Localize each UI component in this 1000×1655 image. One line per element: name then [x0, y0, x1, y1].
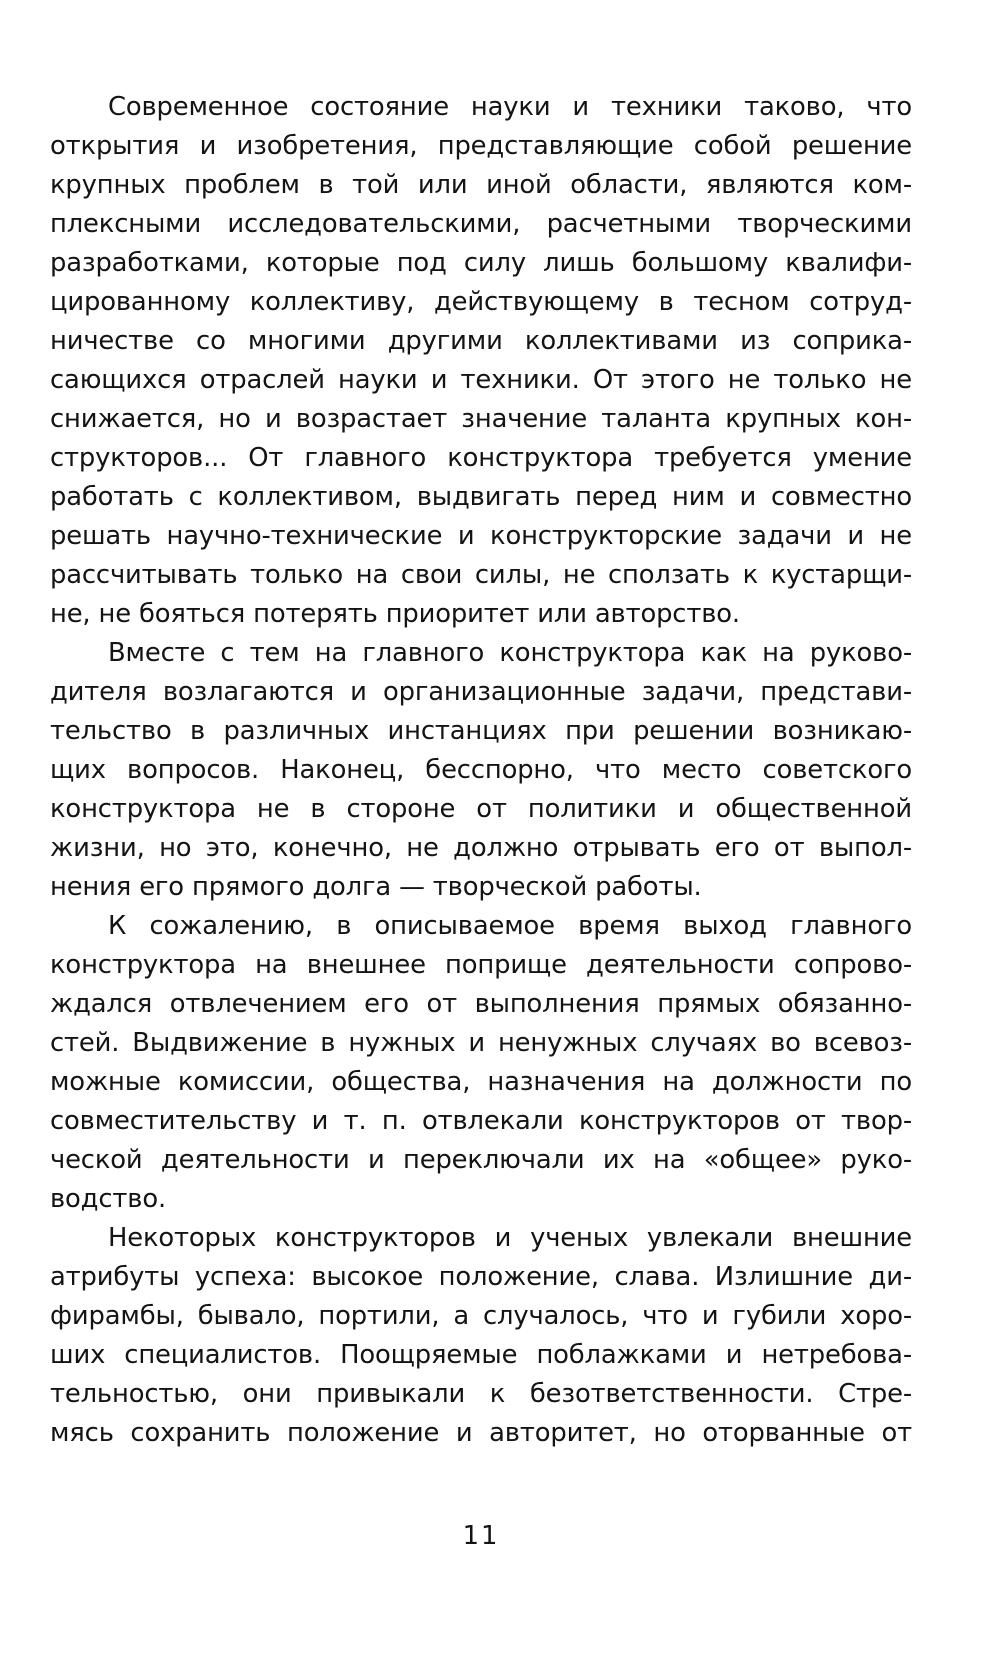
text-line: нения его прямого долга — творческой работы.: [50, 872, 702, 902]
text-line: работать с коллективом, выдвигать перед ним и совместно: [50, 482, 912, 512]
text-line: Современное состояние науки и техники таково, что: [108, 92, 912, 122]
text-line: совместительству и т. п. отвлекали конструкторов от твор-: [50, 1106, 912, 1136]
text-line: фирамбы, бывало, портили, а случалось, что и губили хоро-: [50, 1301, 912, 1331]
text-line: тельностью, они привыкали к безответственности. Стре-: [50, 1379, 912, 1409]
text-line: не, не бояться потерять приоритет или авторство.: [50, 599, 740, 629]
text-line: дителя возлагаются и организационные задачи, представи-: [50, 677, 912, 707]
text-line: снижается, но и возрастает значение таланта крупных кон-: [50, 404, 912, 434]
text-line: мясь сохранить положение и авторитет, но оторванные от: [50, 1418, 912, 1448]
text-line: щих вопросов. Наконец, бесспорно, что место советского: [50, 755, 912, 785]
text-line: К сожалению, в описываемое время выход главного: [108, 911, 912, 941]
text-line: открытия и изобретения, представляющие собой решение: [50, 131, 912, 161]
text-line: плексными исследовательскими, расчетными творческими: [50, 209, 912, 239]
text-line: разработками, которые под силу лишь большому квалифи-: [50, 248, 912, 278]
text-line: стей. Выдвижение в нужных и ненужных случаях во всевоз-: [50, 1028, 912, 1058]
text-line: ших специалистов. Поощряемые поблажками и нетребова-: [50, 1340, 912, 1370]
page-number: 11: [462, 1521, 500, 1551]
text-line: тельство в различных инстанциях при решении возникаю-: [50, 716, 912, 746]
text-line: ждался отвлечением его от выполнения прямых обязанно-: [50, 989, 912, 1019]
book-page: [50, 88, 912, 1558]
text-line: можные комиссии, общества, назначения на должности по: [50, 1067, 912, 1097]
text-line: крупных проблем в той или иной области, являются ком-: [50, 170, 912, 200]
text-line: рассчитывать только на свои силы, не сползать к кустарщи-: [50, 560, 912, 590]
text-line: конструктора на внешнее поприще деятельности сопрово-: [50, 950, 912, 980]
text-line: сающихся отраслей науки и техники. От этого не только не: [50, 365, 912, 395]
text-line: атрибуты успеха: высокое положение, слава. Излишние ди-: [50, 1262, 912, 1292]
text-line: Некоторых конструкторов и ученых увлекали внешние: [108, 1223, 912, 1253]
text-line: цированному коллективу, действующему в тесном сотруд-: [50, 287, 912, 317]
text-line: жизни, но это, конечно, не должно отрывать его от выпол-: [50, 833, 912, 863]
text-line: ческой деятельности и переключали их на «общее» руко-: [50, 1145, 912, 1175]
text-line: Вместе с тем на главного конструктора как на руково-: [108, 638, 912, 668]
text-line: конструктора не в стороне от политики и общественной: [50, 794, 912, 824]
text-line: решать научно-технические и конструкторские задачи и не: [50, 521, 912, 551]
text-line: водство.: [50, 1184, 167, 1214]
text-line: ничестве со многими другими коллективами из соприка-: [50, 326, 912, 356]
text-line: структоров... От главного конструктора требуется умение: [50, 443, 912, 473]
